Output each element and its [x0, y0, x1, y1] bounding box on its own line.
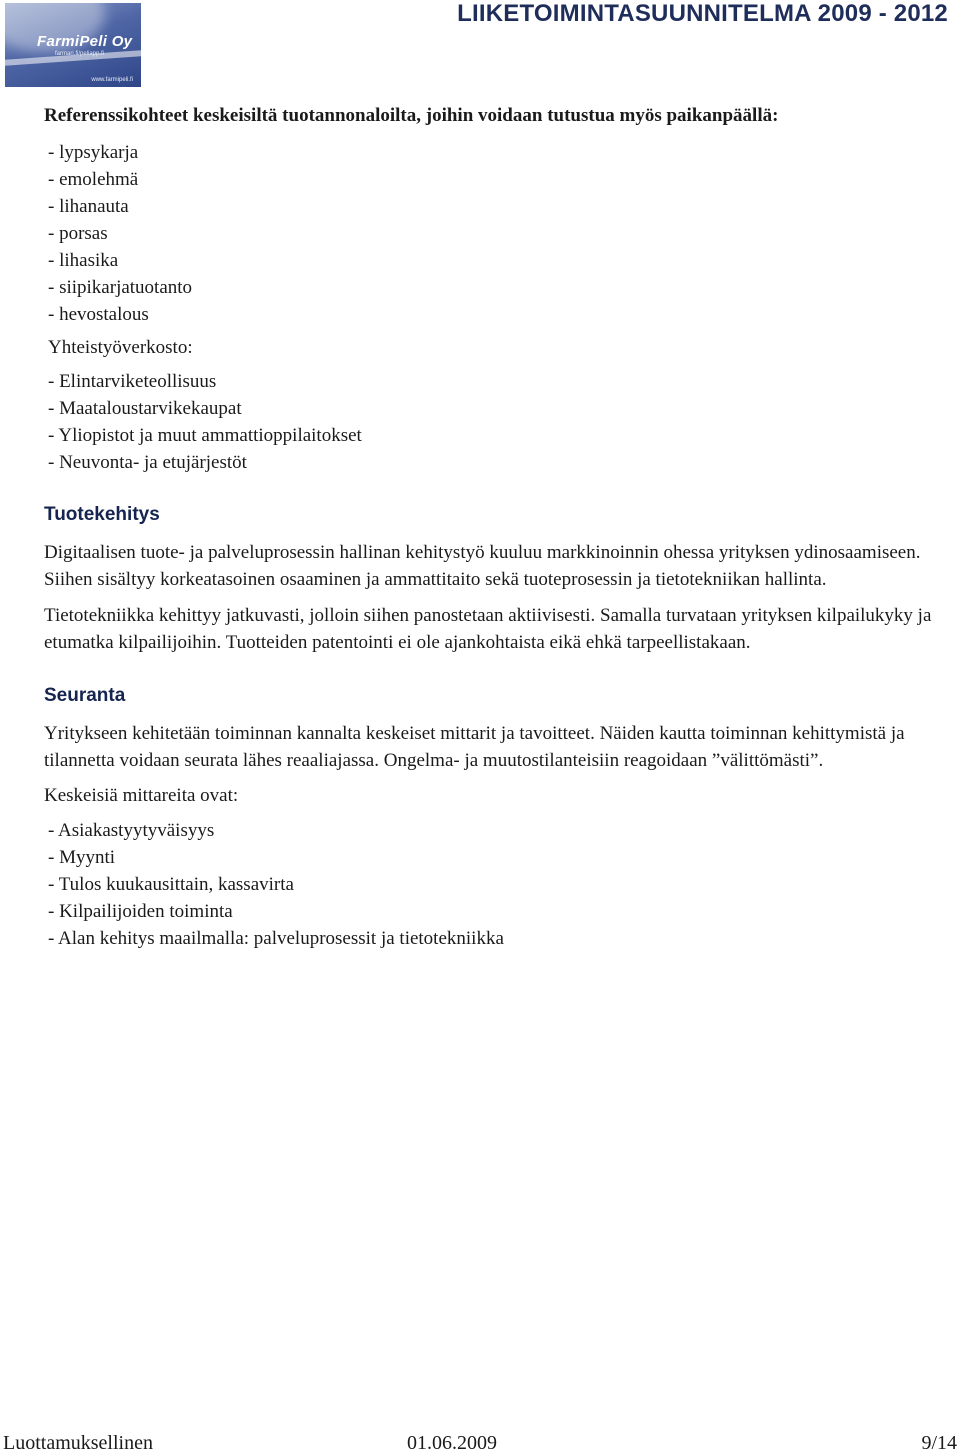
- product-development-paragraph-1: Digitaalisen tuote- ja palveluprosessin hallinan kehitystyö kuuluu markkinoinnin ohessa yrityksen ydinosaamiseen. Siihen sisältyy korkeatasoinen osaaminen ja ammattitaito sekä tuoteprosessin ja tietotekniikan hallinta.: [44, 542, 921, 590]
- list-item: - Yliopistot ja muut ammattioppilaitokset: [48, 425, 362, 446]
- metrics-list: [44, 817, 944, 952]
- footer-date: 01.06.2009: [407, 1432, 497, 1454]
- logo-url: www.farmipeli.fi: [91, 77, 133, 83]
- monitoring-paragraph: Yritykseen kehitetään toiminnan kannalta keskeiset mittarit ja tavoitteet. Näiden kautta toiminnan kehittymistä ja tilannetta voidaan seurata lähes reaaliajassa. Ongelma- ja muutostilanteisiin reagoidaan ”välittömästi”.: [44, 723, 905, 771]
- page-number: 9/14: [921, 1432, 957, 1454]
- list-item: - Asiakastyytyväisyys: [48, 820, 215, 841]
- network-label: Yhteistyöverkosto:: [48, 337, 193, 358]
- references-heading: Referenssikohteet keskeisiltä tuotannonaloilta, joihin voidaan tutustua myös paikanpäällä:: [44, 105, 779, 126]
- list-item: - lypsykarja: [48, 142, 139, 163]
- logo-tagline: farmari.fi/peliapp.fi: [55, 51, 105, 57]
- list-item: - lihasika: [48, 250, 119, 271]
- product-development-paragraph-2: Tietotekniikka kehittyy jatkuvasti, jolloin siihen panostetaan aktiivisesti. Samalla turvataan yrityksen kilpailukyky ja etumatka kilpailijoihin. Tuotteiden patentointi ei ole ajankohtaista eikä ehkä tarpeellistakaan.: [44, 605, 932, 653]
- metrics-label: Keskeisiä mittareita ovat:: [44, 785, 239, 806]
- list-item: - lihanauta: [48, 196, 129, 217]
- list-item: - siipikarjatuotanto: [48, 277, 193, 298]
- list-item: - porsas: [48, 223, 108, 244]
- document-title: LIIKETOIMINTASUUNNITELMA 2009 - 2012: [457, 0, 948, 27]
- list-item: - Neuvonta- ja etujärjestöt: [48, 452, 247, 473]
- list-item: - hevostalous: [48, 304, 149, 325]
- confidential-label: Luottamuksellinen: [3, 1432, 153, 1454]
- product-development-heading: Tuotekehitys: [44, 504, 160, 525]
- list-item: - Kilpailijoiden toiminta: [48, 901, 233, 922]
- page-footer: [0, 1431, 960, 1455]
- list-item: - Myynti: [48, 847, 116, 868]
- network-list: [44, 368, 944, 476]
- references-list: [44, 139, 944, 328]
- page-content: [44, 104, 944, 952]
- logo-name: FarmiPeli Oy: [37, 33, 133, 50]
- list-item: - Elintarviketeollisuus: [48, 371, 217, 392]
- list-item: - emolehmä: [48, 169, 139, 190]
- company-logo: [5, 3, 141, 87]
- list-item: - Tulos kuukausittain, kassavirta: [48, 874, 294, 895]
- list-item: - Alan kehitys maailmalla: palveluprosessit ja tietotekniikka: [48, 928, 504, 949]
- list-item: - Maataloustarvikekaupat: [48, 398, 242, 419]
- monitoring-heading: Seuranta: [44, 685, 126, 706]
